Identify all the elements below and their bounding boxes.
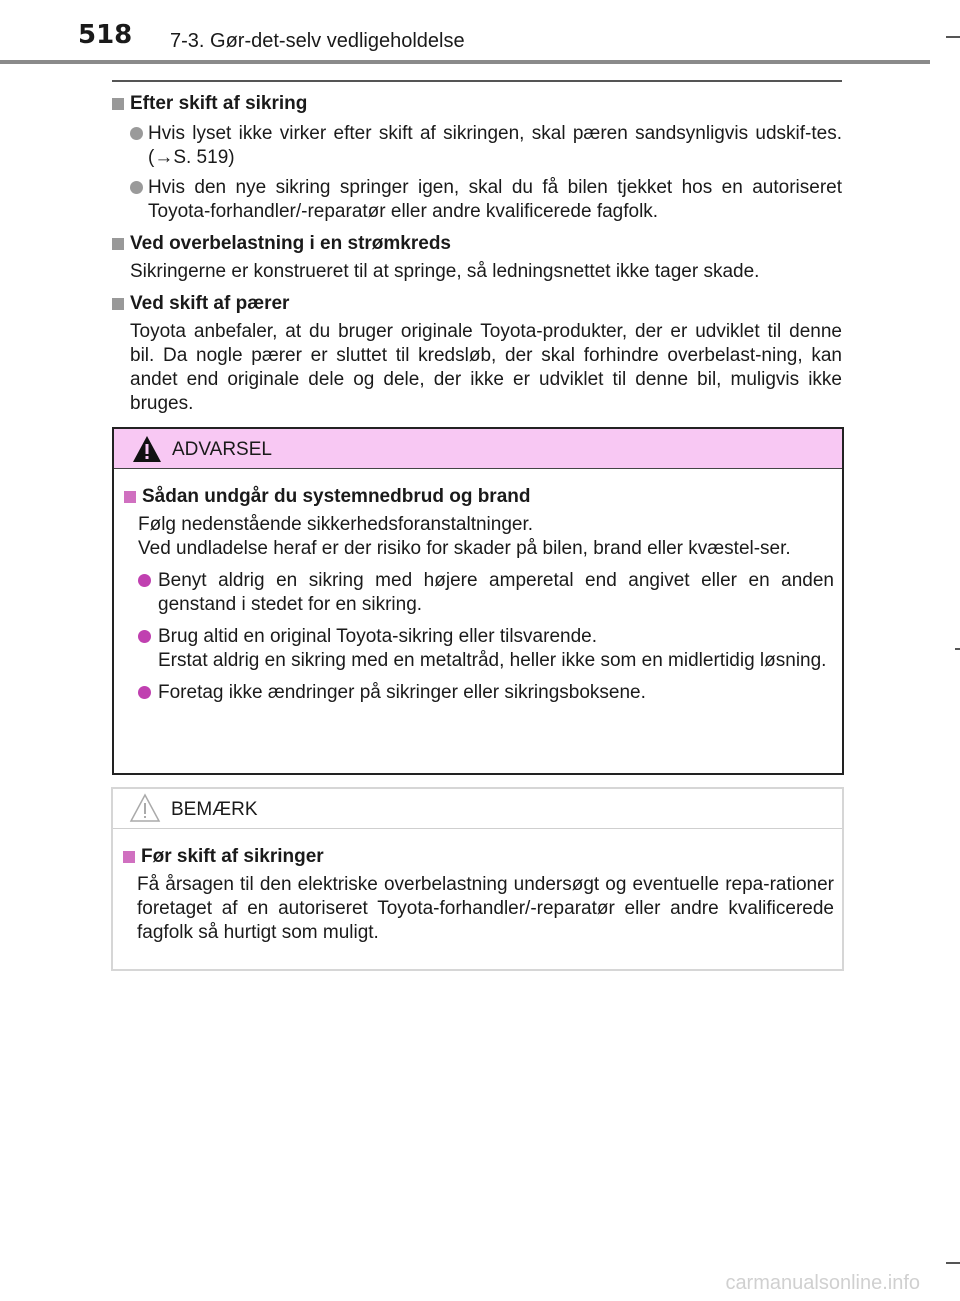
square-bullet-icon [123, 851, 135, 863]
circle-bullet-icon [138, 686, 151, 699]
section-text: Sikringerne er konstrueret til at springe, så ledningsnettet ikke tager skade. [130, 261, 760, 282]
page-number: 518 [78, 20, 133, 50]
list-item: Brug altid en original Toyota-sikring eller tilsvarende. Erstat aldrig en sikring med en metaltråd, heller ikke som en midlertidig løsning. [124, 625, 834, 673]
section-rule [112, 80, 842, 82]
section-heading: Før skift af sikringer [123, 845, 834, 869]
note-box [111, 787, 844, 971]
warning-triangle-icon [132, 435, 162, 463]
note-text: Få årsagen til den elektriske overbelastning undersøgt og eventuelle repa-rationer foretaget af en autoriseret Toyota-forhandler/-reparatør eller andre kvalificerede fagfolk så hurtigt som muligt. [137, 874, 834, 943]
warning-title: ADVARSEL [172, 439, 272, 460]
warning-intro: Ved undladelse heraf er der risiko for skader på bilen, brand eller kvæstel-ser. [138, 538, 791, 559]
list-item: Benyt aldrig en sikring med højere amperetal end angivet eller en anden genstand i stedet for en sikring. [124, 569, 834, 617]
square-bullet-icon [124, 491, 136, 503]
warning-title-bar [114, 429, 842, 469]
section-heading: Ved overbelastning i en strømkreds [112, 232, 842, 256]
main-content [112, 80, 842, 416]
section-heading: Efter skift af sikring [112, 92, 842, 116]
square-bullet-icon [112, 238, 124, 250]
chapter-title: 7-3. Gør-det-selv vedligeholdelse [170, 30, 465, 52]
circle-bullet-icon [130, 127, 143, 140]
watermark: carmanualsonline.info [725, 1272, 920, 1294]
header-rule [0, 60, 930, 64]
square-bullet-icon [112, 98, 124, 110]
list-item: Hvis lyset ikke virker efter skift af sikringen, skal pæren sandsynligvis udskif-tes. (→S. 519) [112, 122, 842, 170]
section-heading: Sådan undgår du systemnedbrud og brand [124, 485, 834, 509]
crop-mark [955, 648, 960, 650]
page-header [0, 0, 960, 64]
note-title-bar [113, 789, 842, 829]
section-text: Toyota anbefaler, at du bruger originale Toyota-produkter, der er udviklet til denne bil. Da nogle pærer er sluttet til kredsløb, der skal forhindre overbelast-ning, kan andet end originale dele og dele, der ikke er udviklet til denne bil, muligvis ikke bruges. [130, 321, 842, 414]
warning-intro: Følg nedenstående sikkerhedsforanstaltninger. [138, 514, 534, 535]
section-heading: Ved skift af pærer [112, 292, 842, 316]
warning-body [114, 469, 842, 705]
circle-bullet-icon [138, 574, 151, 587]
crop-mark [946, 36, 960, 38]
circle-bullet-icon [138, 630, 151, 643]
list-item: Foretag ikke ændringer på sikringer eller sikringsboksene. [124, 681, 834, 705]
circle-bullet-icon [130, 181, 143, 194]
caution-triangle-outline-icon [129, 793, 161, 823]
note-body [113, 829, 842, 945]
note-title: BEMÆRK [171, 799, 258, 820]
square-bullet-icon [112, 298, 124, 310]
list-item: Hvis den nye sikring springer igen, skal du få bilen tjekket hos en autoriseret Toyota-forhandler/-reparatør eller andre kvalificerede fagfolk. [112, 176, 842, 224]
crop-mark [946, 1262, 960, 1264]
warning-box [112, 427, 844, 775]
